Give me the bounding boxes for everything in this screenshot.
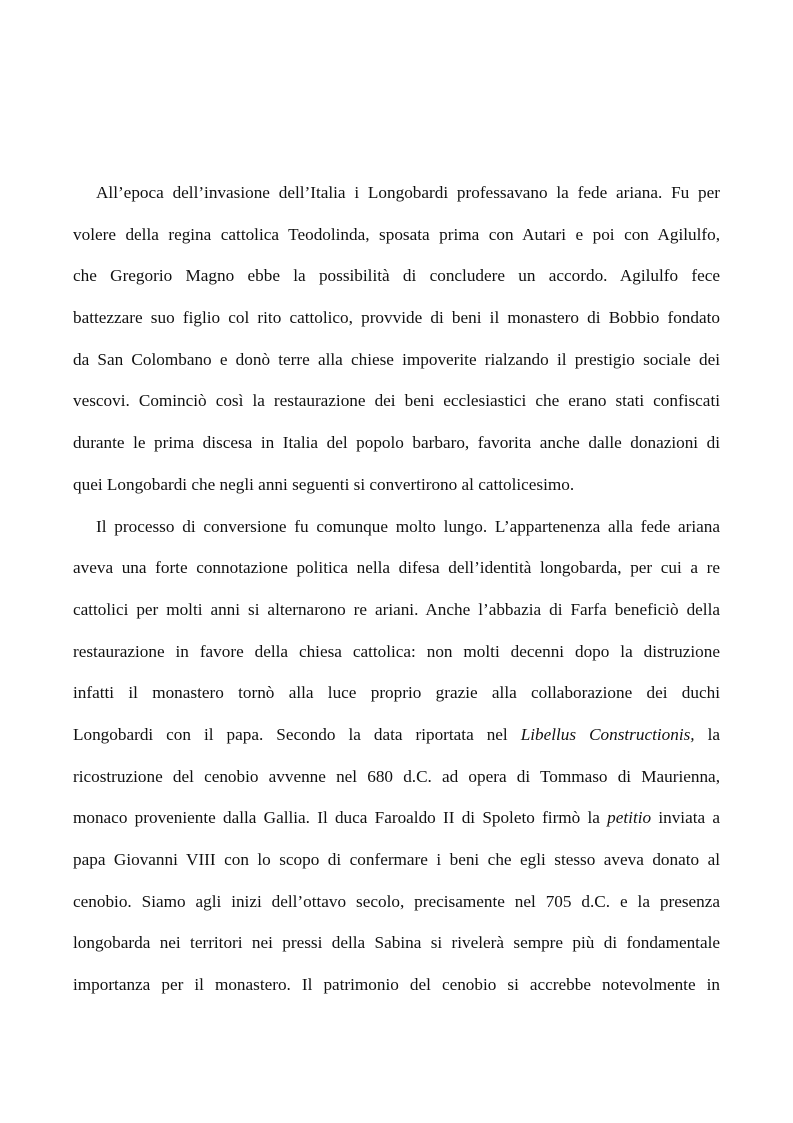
- text-line: [73, 714, 720, 756]
- text-line: [73, 797, 720, 839]
- text-line: cenobio. Siamo agli inizi dell’ottavo secolo, precisamente nel 705 d.C. e la presenza: [73, 891, 720, 911]
- text-line: che Gregorio Magno ebbe la possibilità di concludere un accordo. Agilulfo fece: [73, 266, 720, 286]
- text-line: papa Giovanni VIII con lo scopo di confermare i beni che egli stesso aveva donato al: [73, 850, 720, 869]
- text-segment: Longobardi con il papa. Secondo la data riportata nel: [73, 724, 521, 744]
- text-line: aveva una forte connotazione politica nella difesa dell’identità longobarda, per cui a re: [73, 558, 720, 578]
- paragraph-1: [73, 172, 720, 506]
- text-segment: inviata a: [651, 808, 720, 828]
- text-line: restaurazione in favore della chiesa cattolica: non molti decenni dopo la distruzione: [73, 641, 720, 661]
- text-line: vescovi. Cominciò così la restaurazione dei beni ecclesiastici che erano stati confiscati: [73, 391, 720, 411]
- text-line: battezzare suo figlio col rito cattolico, provvide di beni il monastero di Bobbio fondato: [73, 308, 720, 328]
- text-line: quei Longobardi che negli anni seguenti si convertirono al cattolicesimo.: [73, 474, 575, 494]
- text-line: longobarda nei territori nei pressi della Sabina si rivelerà sempre più di fondamentale: [73, 933, 720, 953]
- text-line: Il processo di conversione fu comunque molto lungo. L’appartenenza alla fede ariana: [96, 516, 720, 536]
- text-line: importanza per il monastero. Il patrimonio del cenobio si accrebbe notevolmente in: [73, 975, 720, 995]
- text-line: cattolici per molti anni si alternarono re ariani. Anche l’abbazia di Farfa beneficiò della: [73, 599, 720, 619]
- text-line: da San Colombano e donò terre alla chiese impoverite rialzando il prestigio sociale dei: [73, 349, 720, 369]
- document-page: [73, 172, 720, 1006]
- text-segment: monaco proveniente dalla Gallia. Il duca Faroaldo II di Spoleto firmò la: [73, 808, 608, 828]
- italic-term-petitio: petitio: [607, 808, 652, 828]
- text-line: All’epoca dell’invasione dell’Italia i Longobardi professavano la fede ariana. Fu per: [96, 183, 720, 202]
- text-line: infatti il monastero tornò alla luce proprio grazie alla collaborazione dei duchi: [73, 683, 720, 703]
- paragraph-2: [73, 506, 720, 1006]
- text-line: volere della regina cattolica Teodolinda, sposata prima con Autari e poi con Agilulfo,: [73, 224, 720, 244]
- italic-title-libellus: Libellus Constructionis,: [520, 724, 695, 744]
- text-line: durante le prima discesa in Italia del popolo barbaro, favorita anche dalle donazioni di: [73, 433, 720, 453]
- text-segment: la: [694, 724, 721, 744]
- text-line: ricostruzione del cenobio avvenne nel 680 d.C. ad opera di Tommaso di Maurienna,: [73, 766, 720, 786]
